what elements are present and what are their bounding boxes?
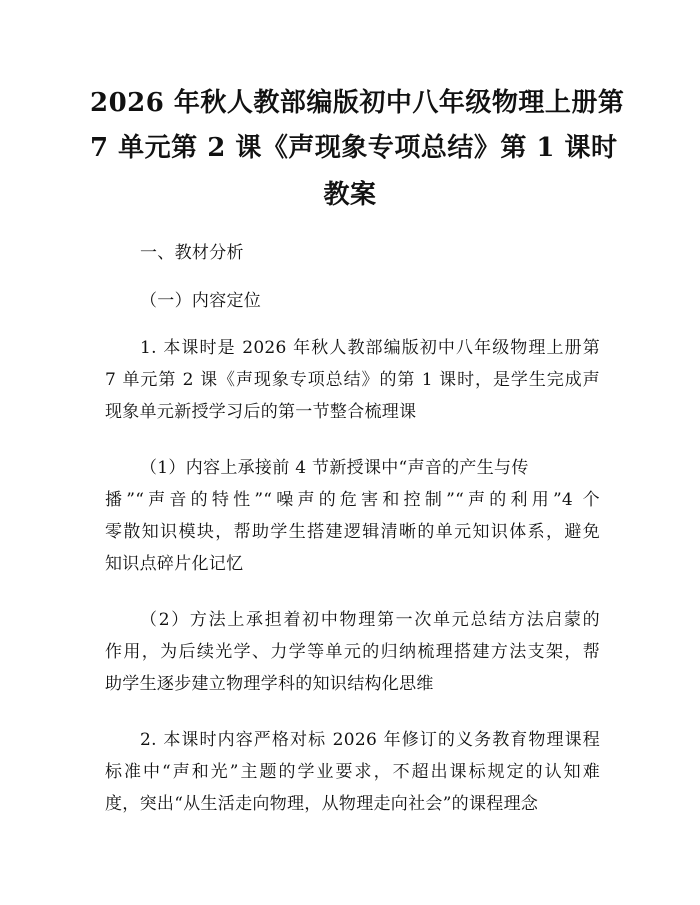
title-line-3: 教案 (323, 180, 377, 210)
section-heading: 一、教材分析 (140, 243, 244, 263)
paragraph-1-line-3: 现象单元新授学习后的第一节整合梳理课 (105, 402, 417, 422)
paragraph-1-line-1: 1. 本课时是 2026 年秋人教部编版初中八年级物理上册第 (140, 338, 600, 358)
paragraph-4-line-2: 标准中“声和光”主题的学业要求，不超出课标规定的认知难 (105, 762, 600, 782)
paragraph-1-line-2: 7 单元第 2 课《声现象专项总结》的第 1 课时，是学生完成声 (105, 370, 600, 390)
paragraph-4-line-3: 度，突出“从生活走向物理，从物理走向社会”的课程理念 (105, 794, 539, 814)
paragraph-2-line-3: 零散知识模块，帮助学生搭建逻辑清晰的单元知识体系，避免 (105, 522, 600, 542)
subsection-heading: （一）内容定位 (140, 291, 262, 311)
title-line-2: 7 单元第 2 课《声现象专项总结》第 1 课时 (90, 133, 618, 163)
paragraph-3-line-2: 作用，为后续光学、力学等单元的归纳梳理搭建方法支架，帮 (105, 642, 600, 662)
paragraph-3-line-3: 助学生逐步建立物理学科的知识结构化思维 (105, 674, 434, 694)
paragraph-4-line-1: 2. 本课时内容严格对标 2026 年修订的义务教育物理课程 (140, 730, 600, 750)
title-line-1: 2026 年秋人教部编版初中八年级物理上册第 (90, 88, 625, 118)
paragraph-2-line-1: （1）内容上承接前 4 节新授课中“声音的产生与传 (140, 458, 529, 478)
paragraph-3-line-1: （2）方法上承担着初中物理第一次单元总结方法启蒙的 (140, 610, 600, 630)
paragraph-2-line-2: 播”“声音的特性”“噪声的危害和控制”“声的利用”4 个 (105, 490, 600, 510)
paragraph-2-line-4: 知识点碎片化记忆 (105, 554, 244, 574)
